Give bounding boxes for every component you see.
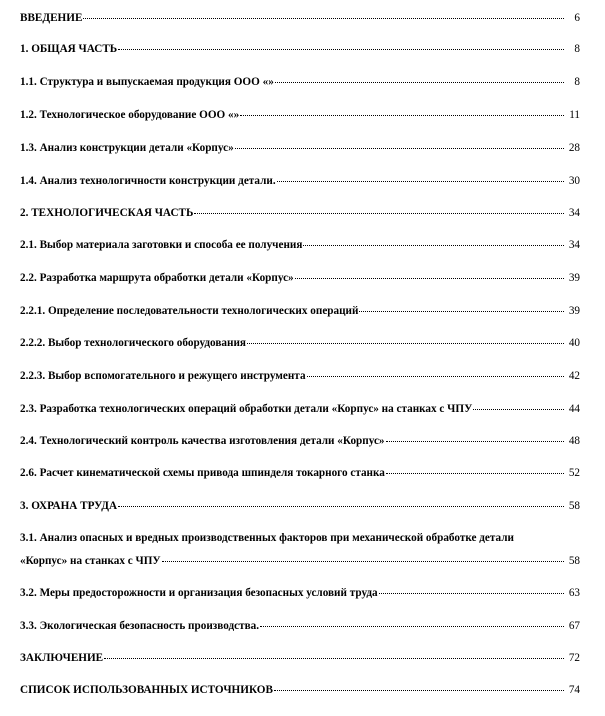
dot-leader [303,245,564,246]
toc-entry-page: 30 [568,175,580,187]
dot-leader [118,49,564,50]
toc-entry-title: 1.3. Анализ конструкции детали «Корпус» [20,142,234,154]
toc-entry-section-2[interactable] [20,206,580,220]
dot-leader [240,115,564,116]
toc-entry-section-1[interactable] [20,42,580,56]
toc-entry-title-line2: «Корпус» на станках с ЧПУ [20,555,161,567]
dot-leader [295,278,564,279]
toc-entry-title: 2.2.2. Выбор технологического оборудования [20,337,246,349]
toc-entry-title: 2.2. Разработка маршрута обработки детали «Корпус» [20,272,294,284]
toc-entry-page: 48 [568,435,580,447]
toc-entry-title: 2.6. Расчет кинематической схемы привода шпинделя токарного станка [20,467,385,479]
toc-entry-1-4[interactable] [20,174,580,188]
toc-entry-title: 3.2. Меры предосторожности и организация безопасных условий труда [20,587,378,599]
dot-leader [275,82,564,83]
toc-entry-title: 1. ОБЩАЯ ЧАСТЬ [20,43,118,55]
dot-leader [194,213,564,214]
toc-entry-3-2[interactable] [20,586,580,600]
toc-entry-page: 63 [568,587,580,599]
dot-leader [260,626,564,627]
toc-entry-title: 3. ОХРАНА ТРУДА [20,500,118,512]
dot-leader [83,18,564,19]
toc-entry-title: ВВЕДЕНИЕ [20,12,83,24]
dot-leader [235,148,564,149]
toc-entry-2-2-3[interactable] [20,369,580,383]
toc-entry-page: 34 [568,207,580,219]
toc-entry-title-line1: 3.1. Анализ опасных и вредных производственных факторов при механической обработке детали [20,532,514,544]
toc-entry-title: 2.4. Технологический контроль качества изготовления детали «Корпус» [20,435,385,447]
dot-leader [274,690,564,691]
toc-entry-2-3[interactable] [20,402,580,416]
toc-entry-page: 58 [568,500,580,512]
toc-entry-2-4[interactable] [20,434,580,448]
dot-leader [247,343,564,344]
table-of-contents [20,0,580,716]
toc-entry-title: 2.2.1. Определение последовательности технологических операций [20,305,359,317]
toc-entry-page: 44 [568,403,580,415]
dot-leader [359,311,564,312]
toc-entry-title: 2.2.3. Выбор вспомогательного и режущего инструмента [20,370,306,382]
dot-leader [379,593,564,594]
toc-entry-page: 11 [569,109,580,121]
toc-entry-introduction[interactable] [20,11,580,25]
toc-entry-title: 1.2. Технологическое оборудование ООО «» [20,109,240,121]
toc-entry-title: 2. ТЕХНОЛОГИЧЕСКАЯ ЧАСТЬ [20,207,194,219]
toc-entry-2-6[interactable] [20,466,580,480]
toc-entry-title: ЗАКЛЮЧЕНИЕ [20,652,104,664]
toc-entry-page: 74 [568,684,580,696]
toc-entry-page: 8 [574,43,580,55]
toc-entry-page: 52 [568,467,580,479]
toc-entry-section-3[interactable] [20,499,580,513]
toc-entry-title: СПИСОК ИСПОЛЬЗОВАННЫХ ИСТОЧНИКОВ [20,684,273,696]
dot-leader [104,658,564,659]
toc-entry-title: 2.3. Разработка технологических операций обработки детали «Корпус» на станках с ЧПУ [20,403,473,415]
toc-entry-page: 39 [568,305,580,317]
toc-entry-title: 3.3. Экологическая безопасность производства. [20,620,260,632]
toc-entry-2-1[interactable] [20,238,580,252]
toc-entry-page: 58 [568,555,580,567]
toc-entry-title: 1.1. Структура и выпускаемая продукция ООО «» [20,76,274,88]
dot-leader [386,473,564,474]
toc-entry-title: 1.4. Анализ технологичности конструкции детали. [20,175,276,187]
dot-leader [118,506,564,507]
toc-entry-page: 40 [568,337,580,349]
toc-entry-page: 6 [574,12,580,24]
toc-entry-1-2[interactable] [20,108,580,122]
toc-entry-2-2-1[interactable] [20,304,580,318]
dot-leader [277,181,564,182]
toc-entry-references[interactable] [20,683,580,697]
dot-leader [162,561,564,562]
toc-entry-page: 72 [568,652,580,664]
toc-entry-title: 2.1. Выбор материала заготовки и способа ее получения [20,239,303,251]
toc-entry-2-2-2[interactable] [20,336,580,350]
toc-entry-conclusion[interactable] [20,651,580,665]
dot-leader [307,376,564,377]
dot-leader [473,409,564,410]
dot-leader [386,441,564,442]
toc-entry-3-1[interactable] [20,531,580,568]
toc-entry-1-3[interactable] [20,141,580,155]
toc-entry-3-3[interactable] [20,619,580,633]
toc-entry-2-2[interactable] [20,271,580,285]
toc-entry-page: 28 [568,142,580,154]
toc-entry-page: 42 [568,370,580,382]
toc-entry-page: 8 [574,76,580,88]
toc-entry-page: 34 [568,239,580,251]
toc-entry-page: 67 [568,620,580,632]
toc-entry-1-1[interactable] [20,75,580,89]
toc-entry-page: 39 [568,272,580,284]
